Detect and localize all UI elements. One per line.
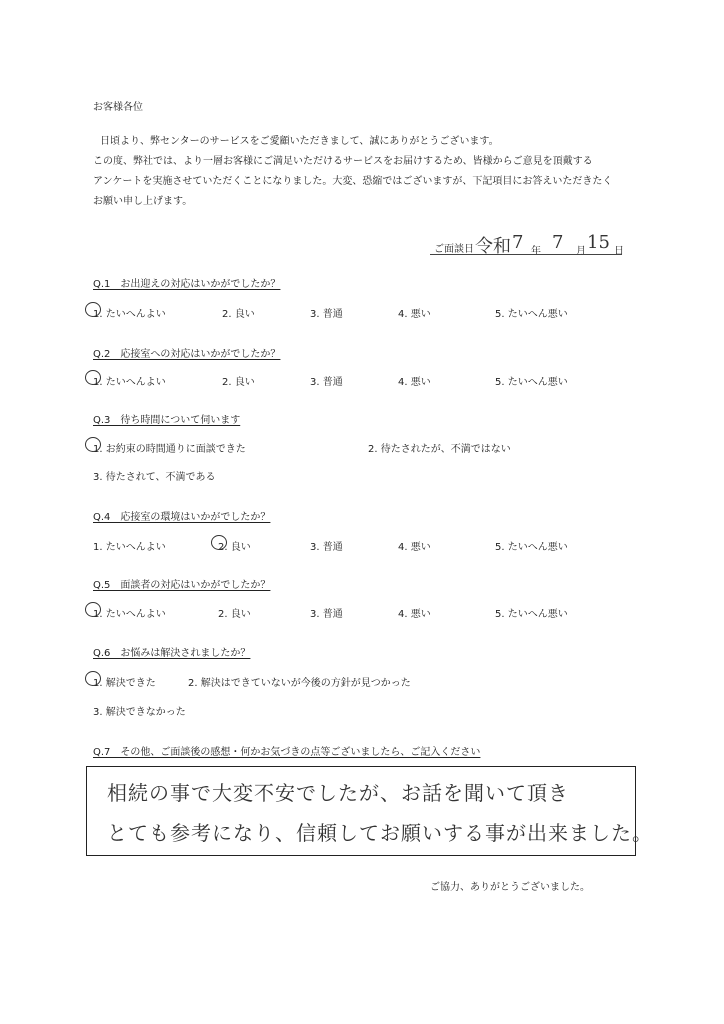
intro-line-1: 日頃より、弊センターのサービスをご愛顧いただきまして、誠にありがとうございます。 — [100, 136, 499, 147]
date-month-unit: 月 — [576, 246, 586, 257]
question-title: Q.3 待ち時間について伺います — [93, 415, 241, 426]
selected-circle-mark — [85, 437, 101, 452]
option-5: 5. たいへん悪い — [495, 542, 568, 553]
intro-line-2: この度、弊社では、より一層お客様にご満足いただけるサービスをお届けするため、皆様からご意見を頂戴する — [93, 156, 593, 167]
date-year-unit: 年 — [531, 246, 541, 257]
date-underline — [430, 254, 622, 255]
option-3: 3. 普通 — [310, 377, 343, 388]
comment-line-1: 相続の事で大変不安でしたが、お話を聞いて頂き — [107, 781, 569, 805]
comment-line-2: とても参考になり、信頼してお願いする事が出来ました。 — [107, 821, 653, 845]
option-4: 4. 悪い — [398, 377, 431, 388]
option-1: 1. たいへんよい — [93, 309, 166, 320]
option-2: 2. 待たされたが、不満ではない — [368, 444, 511, 455]
comment-box — [86, 766, 653, 856]
salutation: お客様各位 — [93, 102, 143, 113]
date-label: ご面談日 — [434, 244, 474, 255]
question-title: Q.7 その他、ご面談後の感想・何かお気づきの点等ございましたら、ご記入ください — [93, 747, 481, 758]
option-3: 3. 普通 — [310, 542, 343, 553]
option-1: 1. たいへんよい — [93, 377, 166, 388]
date-day-unit: 日 — [614, 246, 624, 257]
option-5: 5. たいへん悪い — [495, 309, 568, 320]
option-5: 5. たいへん悪い — [495, 609, 568, 620]
date-month: 7 — [552, 232, 564, 253]
option-2: 2. 解決はできていないが今後の方針が見つかった — [188, 678, 411, 689]
intro-line-3: アンケートを実施させていただくことになりました。大変、恐縮ではございますが、下記項目にお答えいただきたく — [93, 176, 613, 187]
selected-circle-mark — [85, 370, 101, 385]
option-2: 2. 良い — [218, 542, 251, 553]
question-title: Q.5 面談者の対応はいかがでしたか？ — [93, 580, 271, 591]
option-2: 2. 良い — [222, 309, 255, 320]
option-1: 1. お約束の時間通りに面談できた — [93, 444, 246, 455]
selected-circle-mark — [211, 535, 227, 550]
selected-circle-mark — [85, 671, 101, 686]
option-5: 5. たいへん悪い — [495, 377, 568, 388]
date-year: 7 — [512, 232, 524, 253]
intro-line-4: お願い申し上げます。 — [93, 196, 193, 207]
date-era: 令和 — [475, 236, 511, 257]
option-3: 3. 解決できなかった — [93, 707, 186, 718]
option-4: 4. 悪い — [398, 609, 431, 620]
question-title: Q.1 お出迎えの対応はいかがでしたか？ — [93, 279, 281, 290]
question-title: Q.4 応接室の環境はいかがでしたか？ — [93, 512, 271, 523]
option-1: 1. 解決できた — [93, 678, 156, 689]
option-2: 2. 良い — [218, 609, 251, 620]
option-1: 1. たいへんよい — [93, 542, 166, 553]
option-3: 3. 待たされて、不満である — [93, 472, 216, 483]
question-title: Q.6 お悩みは解決されましたか？ — [93, 648, 251, 659]
selected-circle-mark — [85, 302, 101, 317]
closing-thanks: ご協力、ありがとうございました。 — [430, 882, 590, 893]
date-day: 15 — [587, 232, 610, 253]
option-3: 3. 普通 — [310, 309, 343, 320]
option-1: 1. たいへんよい — [93, 609, 166, 620]
question-title: Q.2 応接室への対応はいかがでしたか？ — [93, 349, 281, 360]
option-4: 4. 悪い — [398, 309, 431, 320]
option-3: 3. 普通 — [310, 609, 343, 620]
option-2: 2. 良い — [222, 377, 255, 388]
option-4: 4. 悪い — [398, 542, 431, 553]
selected-circle-mark — [85, 602, 101, 617]
